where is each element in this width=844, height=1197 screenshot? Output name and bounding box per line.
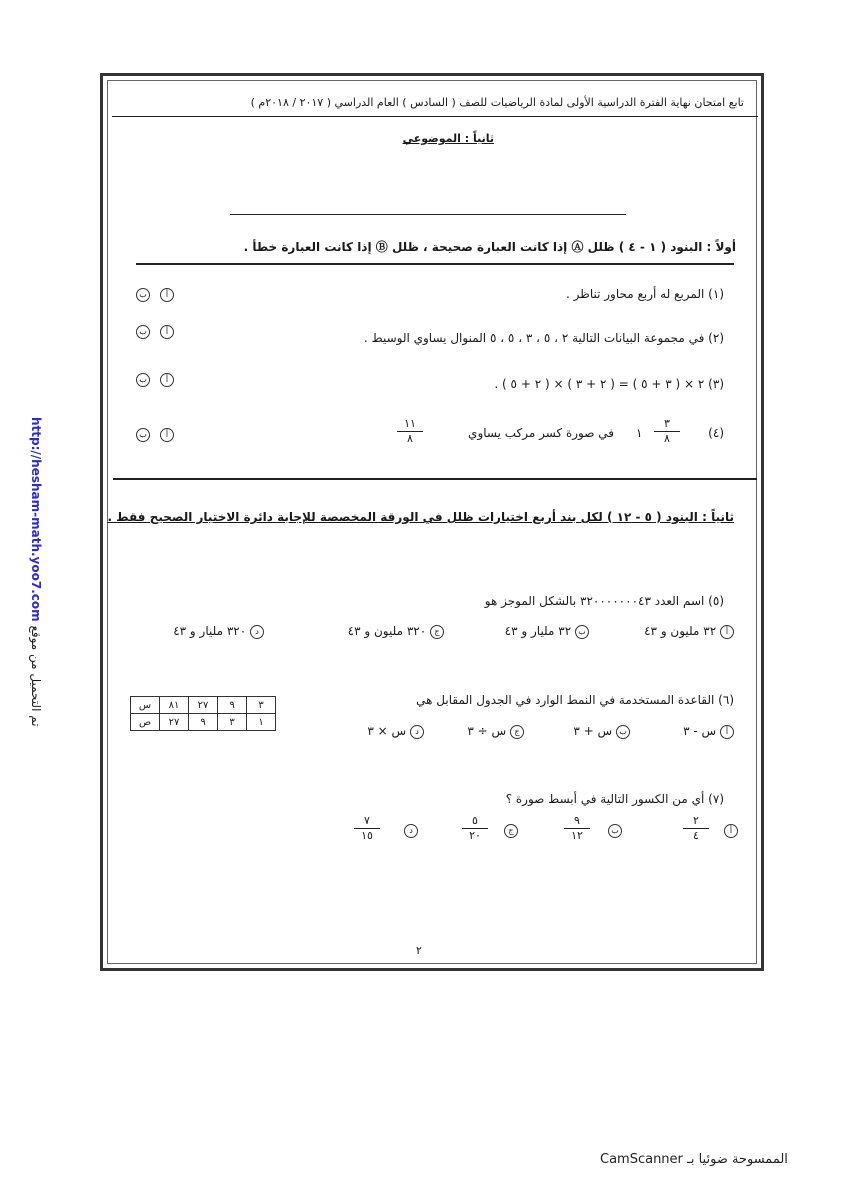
q5-option-d-mark[interactable]: د bbox=[250, 625, 264, 639]
camscanner-footer: الممسوحة ضوئيا بـ CamScanner bbox=[600, 1152, 788, 1167]
q7-option-a-mark[interactable]: أ bbox=[724, 824, 738, 838]
tf-item-4-frac-den: ٨ bbox=[664, 432, 670, 445]
q6-option-d-text: س × ٣ bbox=[367, 724, 407, 738]
pattern-cell: ٢٧ bbox=[189, 697, 218, 714]
q5-option-a-text: ٣٢ مليون و ٤٣ bbox=[644, 624, 717, 638]
tf-item-2-options bbox=[136, 325, 174, 339]
q5-num: (٥) bbox=[708, 594, 724, 608]
pattern-cell: ٩ bbox=[218, 697, 247, 714]
q7-num: (٧) bbox=[708, 792, 724, 806]
q5-option-d[interactable] bbox=[173, 624, 264, 639]
q5-option-d-text: ٣٢٠ مليار و ٤٣ bbox=[173, 624, 247, 638]
tf-item-4-eq-num: ١١ bbox=[404, 417, 416, 430]
pattern-cell: ٢٧ bbox=[160, 714, 189, 731]
q5-option-a-mark[interactable]: أ bbox=[720, 625, 734, 639]
pattern-cell: ٣ bbox=[247, 697, 276, 714]
q6-option-c-mark[interactable]: ج bbox=[510, 725, 524, 739]
q7-option-a-num: ٢ bbox=[693, 814, 699, 827]
q7-option-a-den: ٤ bbox=[693, 829, 699, 842]
tf-item-1-text: المربع له أربع محاور تناظر . bbox=[566, 287, 705, 301]
tf-item-1-false-option[interactable]: ب bbox=[136, 288, 150, 302]
tf-item-3-true-option[interactable]: أ bbox=[160, 373, 174, 387]
q6-option-d[interactable] bbox=[367, 724, 424, 739]
q6-question bbox=[416, 693, 734, 707]
tf-item-4-true-option[interactable]: أ bbox=[160, 428, 174, 442]
tf-item-1-true-option[interactable]: أ bbox=[160, 288, 174, 302]
tf-item-3-options bbox=[136, 373, 174, 387]
q6-option-a-text: س - ٣ bbox=[683, 724, 717, 738]
q5-option-b[interactable] bbox=[505, 624, 589, 639]
q7-option-c-fraction bbox=[462, 815, 488, 842]
exam-header-title: تابع امتحان نهاية الفترة الدراسية الأولى لمادة الرياضيات للصف ( السادس ) العام الدراسي ( ٢٠١٧ / ٢٠١٨م ) bbox=[250, 96, 744, 109]
q5-option-c[interactable] bbox=[348, 624, 444, 639]
tf-item-4-text: في صورة كسر مركب يساوي bbox=[468, 426, 614, 440]
pattern-table-row-2 bbox=[131, 714, 276, 731]
section1-divider bbox=[136, 263, 734, 265]
pattern-cell: ١ bbox=[247, 714, 276, 731]
pattern-table bbox=[130, 696, 276, 731]
tf-item-4-whole: ١ bbox=[636, 426, 643, 440]
q5-option-c-mark[interactable]: ج bbox=[430, 625, 444, 639]
q5-option-c-text: ٣٢٠ مليون و ٤٣ bbox=[347, 624, 427, 638]
q5-option-b-mark[interactable]: ب bbox=[575, 625, 589, 639]
q6-option-b[interactable] bbox=[573, 724, 630, 739]
q6-option-b-text: س + ٣ bbox=[573, 724, 613, 738]
header-divider bbox=[112, 116, 758, 117]
tf-item-4-frac-num: ٣ bbox=[664, 417, 670, 430]
q7-option-b-mark[interactable]: ب bbox=[608, 824, 622, 838]
q7-option-d-num: ٧ bbox=[364, 814, 370, 827]
q6-option-b-mark[interactable]: ب bbox=[616, 725, 630, 739]
side-note-prefix: تم التحميل من موقع bbox=[29, 625, 43, 727]
tf-item-4-mixed-fraction bbox=[654, 418, 680, 445]
tf-item-4-eq-den: ٨ bbox=[407, 432, 413, 445]
tf-item-1 bbox=[566, 287, 724, 301]
q7-option-b-num: ٩ bbox=[574, 814, 580, 827]
pattern-cell: ٣ bbox=[218, 714, 247, 731]
tf-item-4-false-option[interactable]: ب bbox=[136, 428, 150, 442]
q5-question bbox=[485, 594, 724, 608]
q7-option-a-fraction bbox=[683, 815, 709, 842]
tf-item-2-text: في مجموعة البيانات التالية ٢ ، ٥ ، ٣ ، ٥ ، ٥ المنوال يساوي الوسيط . bbox=[363, 331, 705, 345]
tf-item-4-improper-fraction bbox=[397, 418, 423, 445]
q7-option-c-mark[interactable]: ج bbox=[504, 824, 518, 838]
section-subtitle: ثانياً : الموضوعي bbox=[402, 132, 494, 145]
side-note bbox=[26, 417, 46, 727]
tf-item-2 bbox=[364, 331, 724, 345]
q5-text: اسم العدد ٣٢٠٠٠٠٠٠٠٤٣ بالشكل الموجز هو bbox=[484, 594, 705, 608]
tf-item-3-num: (٣) bbox=[708, 377, 724, 391]
section-divider bbox=[113, 478, 757, 480]
tf-item-2-true-option[interactable]: أ bbox=[160, 325, 174, 339]
side-note-url[interactable]: http://hesham-math.yoo7.com bbox=[29, 417, 43, 622]
q7-option-d-den: ١٥ bbox=[361, 829, 373, 842]
q5-option-a[interactable] bbox=[644, 624, 734, 639]
page-number: ٢ bbox=[416, 944, 422, 957]
q7-option-b-fraction bbox=[564, 815, 590, 842]
q7-option-c-num: ٥ bbox=[472, 814, 478, 827]
pattern-cell: ٩ bbox=[189, 714, 218, 731]
q5-option-b-text: ٣٢ مليار و ٤٣ bbox=[504, 624, 572, 638]
q7-text: أي من الكسور التالية في أبسط صورة ؟ bbox=[505, 792, 705, 806]
q7-option-c-den: ٢٠ bbox=[469, 829, 481, 842]
tf-item-3 bbox=[494, 377, 724, 391]
tf-item-1-options bbox=[136, 288, 174, 302]
q6-option-a-mark[interactable]: أ bbox=[720, 725, 734, 739]
q6-num: (٦) bbox=[718, 693, 734, 707]
q6-text: القاعدة المستخدمة في النمط الوارد في الجدول المقابل هي bbox=[416, 693, 715, 707]
pattern-cell: ص bbox=[131, 714, 160, 731]
section1-instruction: أولاً : البنود ( ١ - ٤ ) ظلل Ⓐ إذا كانت العبارة صحيحة ، ظلل Ⓑ إذا كانت العبارة خطأ . bbox=[243, 240, 736, 254]
answer-line bbox=[230, 214, 626, 215]
q6-option-c-text: س ÷ ٣ bbox=[467, 724, 507, 738]
q6-option-c[interactable] bbox=[467, 724, 524, 739]
tf-item-3-text: ٢ × ( ٣ + ٥ ) = ( ٢ + ٣ ) × ( ٢ + ٥ ) . bbox=[494, 377, 705, 391]
pattern-table-row-1 bbox=[131, 697, 276, 714]
tf-item-4-options bbox=[136, 428, 174, 442]
pattern-cell: ٨١ bbox=[160, 697, 189, 714]
tf-item-1-num: (١) bbox=[708, 287, 724, 301]
pattern-cell: س bbox=[131, 697, 160, 714]
q6-option-d-mark[interactable]: د bbox=[410, 725, 424, 739]
tf-item-4-num: (٤) bbox=[708, 426, 724, 440]
tf-item-3-false-option[interactable]: ب bbox=[136, 373, 150, 387]
tf-item-2-num: (٢) bbox=[708, 331, 724, 345]
tf-item-2-false-option[interactable]: ب bbox=[136, 325, 150, 339]
q7-option-b-den: ١٢ bbox=[571, 829, 583, 842]
q7-option-d-mark[interactable]: د bbox=[404, 824, 418, 838]
section2-instruction: ثانياً : البنود ( ٥ - ١٢ ) لكل بند أربع اختيارات ظلل في الورقة المخصصة للإجابة دائرة الاختيار الصحيح فقط . bbox=[107, 510, 734, 524]
q7-question bbox=[506, 792, 724, 806]
q7-option-d-fraction bbox=[354, 815, 380, 842]
q6-option-a[interactable] bbox=[683, 724, 734, 739]
